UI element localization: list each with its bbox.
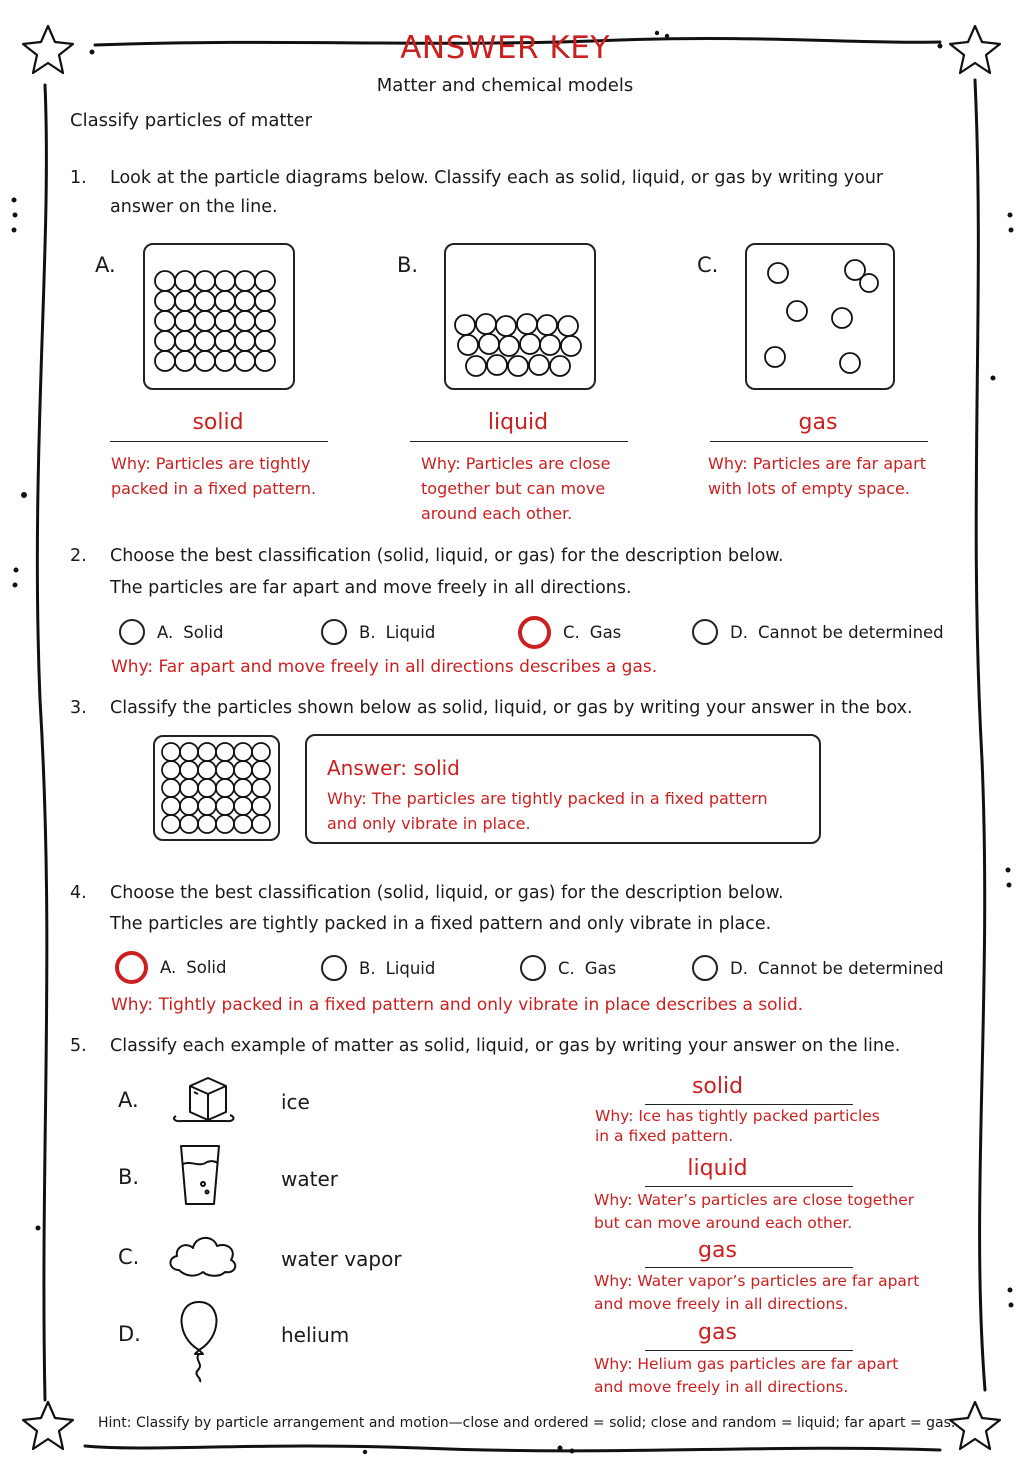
q5b-explanation: Why: Water’s particles are close together but can move around each other. — [594, 1191, 915, 1232]
q1b-answer: liquid — [487, 410, 549, 435]
q5a-item: ice — [281, 1090, 310, 1114]
q4-option-c[interactable] — [520, 955, 616, 981]
q2-option-b[interactable] — [321, 619, 435, 645]
ice-cube-icon — [168, 1070, 238, 1126]
q5c-label: C. — [118, 1245, 140, 1269]
q3-explanation: Why: The particles are tightly packed in a fixed pattern and only vibrate in place. — [327, 789, 768, 833]
balloon-icon — [176, 1298, 222, 1384]
q5b-answer: liquid — [687, 1156, 748, 1181]
q5b-answer-line — [645, 1186, 853, 1187]
q5-number: 5. — [70, 1036, 87, 1056]
q2-radio-c-selected[interactable] — [518, 616, 551, 649]
q4-option-d-text: Cannot be determined — [757, 958, 944, 978]
liquid-particle-diagram — [444, 243, 596, 390]
section-heading: Classify particles of matter — [70, 110, 312, 131]
q3-answer-box[interactable] — [305, 734, 821, 844]
q5d-answer-line — [645, 1350, 853, 1351]
gas-particles — [747, 245, 893, 388]
q3-number: 3. — [70, 698, 87, 718]
q2-option-d-text: Cannot be determined — [757, 622, 944, 642]
q2-option-b-key: B. — [359, 622, 376, 642]
q2-radio-a[interactable] — [119, 619, 145, 645]
q3-particle-diagram — [153, 735, 280, 841]
q2-explanation: Why: Far apart and move freely in all directions describes a gas. — [111, 657, 658, 677]
q3-solid-particles — [155, 737, 278, 839]
solid-particles — [145, 245, 293, 388]
q5a-answer-line — [645, 1104, 853, 1105]
q1b-explanation: Why: Particles are close together but can move around each other. — [421, 454, 611, 523]
q4-explanation: Why: Tightly packed in a fixed pattern and only vibrate in place describes a solid. — [111, 995, 804, 1015]
q5c-answer-line — [645, 1267, 853, 1268]
q4-option-d[interactable] — [692, 955, 944, 981]
q2-option-d[interactable] — [692, 619, 944, 645]
q1c-explanation: Why: Particles are far apart with lots of empty space. — [708, 454, 926, 498]
q3-answer: Answer: solid — [327, 756, 460, 780]
page-title: ANSWER KEY — [400, 30, 610, 66]
q2-option-c-key: C. — [563, 623, 580, 642]
q4-radio-d[interactable] — [692, 955, 718, 981]
q2-option-c[interactable] — [518, 616, 621, 649]
q2-option-b-text: Liquid — [385, 622, 436, 642]
q5b-item: water — [281, 1167, 338, 1191]
gas-particle-diagram — [745, 243, 895, 390]
q2-option-a-key: A. — [157, 622, 174, 642]
q2-prompt-line1: Choose the best classification (solid, liquid, or gas) for the description below. — [110, 546, 784, 566]
q1c-answer-line — [710, 441, 928, 442]
q5a-answer: solid — [691, 1074, 744, 1099]
q4-option-c-key: C. — [558, 958, 575, 978]
q5a-label: A. — [118, 1088, 139, 1112]
q4-option-c-text: Gas — [584, 958, 617, 978]
q1c-answer: gas — [798, 410, 838, 435]
q4-prompt-line2: The particles are tightly packed in a fixed pattern and only vibrate in place. — [110, 914, 772, 934]
q4-option-d-key: D. — [730, 958, 748, 978]
q5c-answer: gas — [698, 1238, 737, 1263]
q5d-label: D. — [118, 1322, 141, 1346]
q2-radio-b[interactable] — [321, 619, 347, 645]
q2-option-d-key: D. — [730, 622, 748, 642]
q2-prompt-line2: The particles are far apart and move freely in all directions. — [110, 578, 632, 598]
hint-text: Hint: Classify by particle arrangement and motion—close and ordered = solid; close and random = liquid; far apart = gas. — [98, 1415, 956, 1431]
water-glass-icon — [175, 1140, 225, 1210]
q1a-explanation: Why: Particles are tightly packed in a fixed pattern. — [111, 454, 317, 498]
q1a-label: A. — [95, 253, 116, 277]
q1a-answer: solid — [192, 410, 244, 435]
q4-option-a-key: A. — [160, 958, 177, 977]
q1b-label: B. — [397, 253, 419, 277]
q2-option-a[interactable] — [119, 619, 223, 645]
solid-particle-diagram — [143, 243, 295, 390]
q1-prompt-line2: answer on the line. — [110, 197, 278, 217]
q2-option-c-text: Gas — [589, 623, 622, 642]
page-subtitle: Matter and chemical models — [376, 75, 634, 96]
q4-prompt-line1: Choose the best classification (solid, liquid, or gas) for the description below. — [110, 883, 784, 903]
q4-option-b-key: B. — [359, 958, 376, 978]
q5d-explanation: Why: Helium gas particles are far apart and move freely in all directions. — [594, 1355, 899, 1396]
q1c-label: C. — [697, 253, 719, 277]
q2-radio-d[interactable] — [692, 619, 718, 645]
q4-radio-b[interactable] — [321, 955, 347, 981]
q4-radio-c[interactable] — [520, 955, 546, 981]
q1a-answer-line — [110, 441, 328, 442]
q2-number: 2. — [70, 546, 87, 566]
q5d-answer: gas — [698, 1320, 737, 1345]
q5b-label: B. — [118, 1165, 140, 1189]
liquid-particles — [446, 245, 594, 388]
q4-option-b[interactable] — [321, 955, 435, 981]
q4-option-a-text: Solid — [186, 958, 227, 977]
q4-number: 4. — [70, 883, 87, 903]
q4-option-a[interactable] — [115, 951, 226, 984]
cloud-icon — [165, 1228, 241, 1280]
q1-prompt-line1: Look at the particle diagrams below. Classify each as solid, liquid, or gas by writing your — [110, 168, 884, 188]
q2-option-a-text: Solid — [183, 622, 224, 642]
q1b-answer-line — [410, 441, 628, 442]
q5-prompt: Classify each example of matter as solid, liquid, or gas by writing your answer on the line. — [110, 1036, 901, 1056]
q5c-item: water vapor — [281, 1247, 402, 1271]
q5c-explanation: Why: Water vapor’s particles are far apart and move freely in all directions. — [594, 1272, 920, 1313]
q1-number: 1. — [70, 168, 87, 188]
q4-option-b-text: Liquid — [385, 958, 436, 978]
q5a-explanation: Why: Ice has tightly packed particles in a fixed pattern. — [595, 1107, 880, 1145]
q5d-item: helium — [281, 1323, 350, 1347]
q4-radio-a-selected[interactable] — [115, 951, 148, 984]
q3-prompt: Classify the particles shown below as solid, liquid, or gas by writing your answer in the box. — [110, 698, 913, 718]
